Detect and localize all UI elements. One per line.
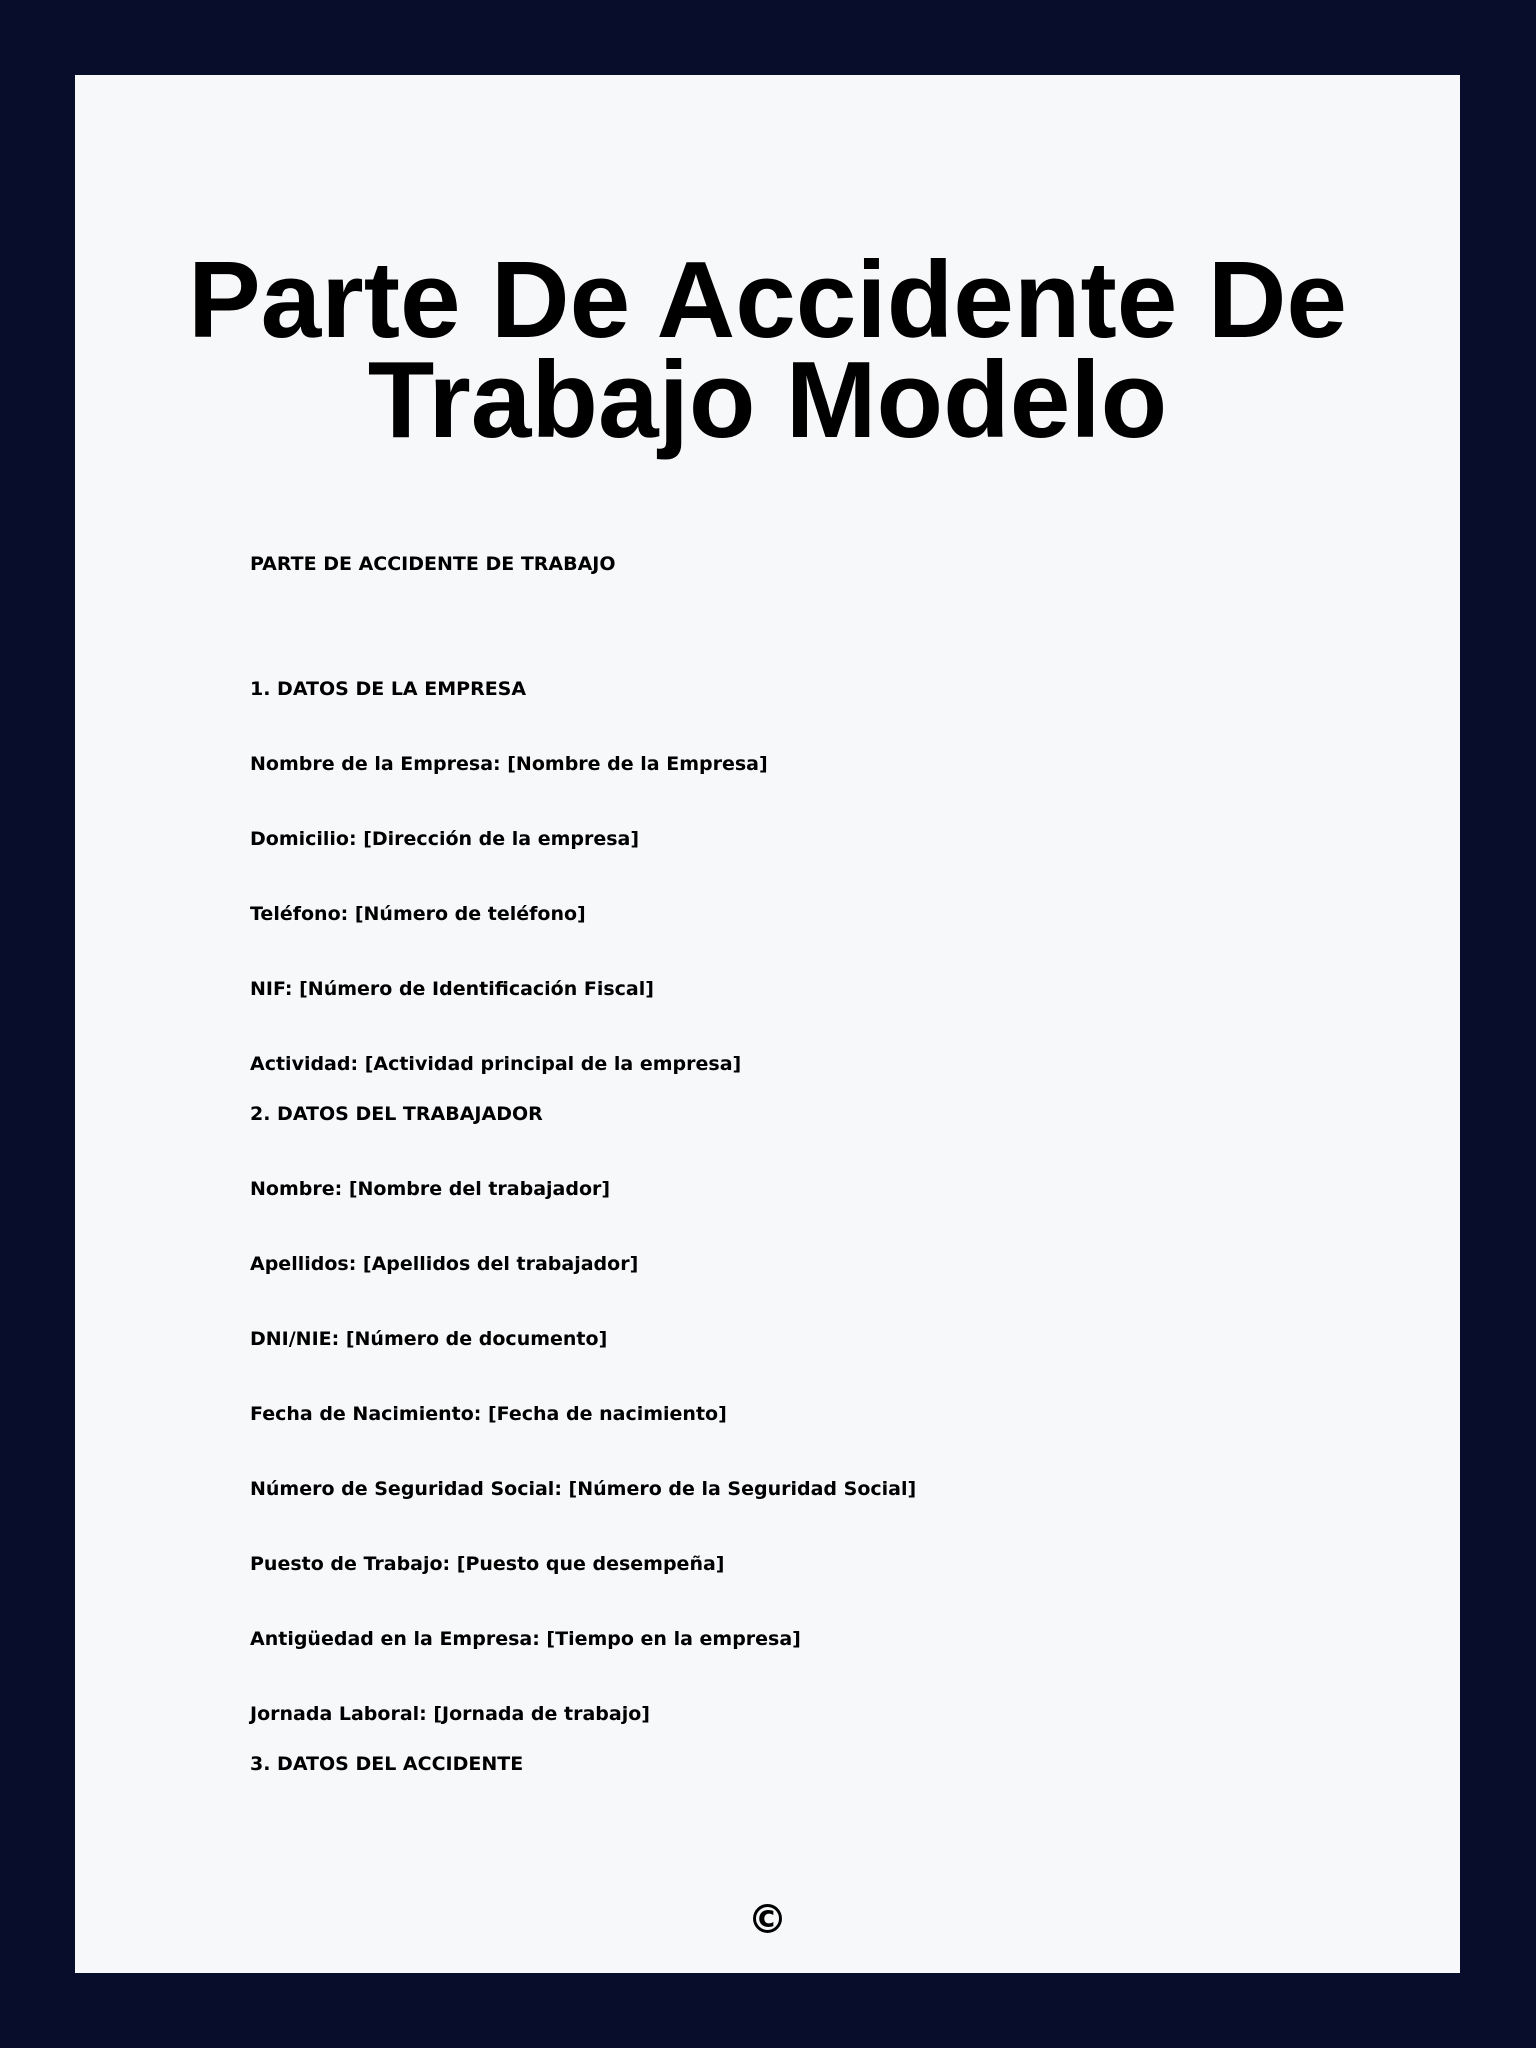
field-jornada: Jornada Laboral: [Jornada de trabajo] — [250, 1703, 650, 1725]
field-domicilio: Domicilio: [Dirección de la empresa] — [250, 828, 640, 850]
field-puesto: Puesto de Trabajo: [Puesto que desempeña] — [250, 1553, 725, 1575]
field-nombre-empresa: Nombre de la Empresa: [Nombre de la Empresa] — [250, 753, 768, 775]
field-apellidos: Apellidos: [Apellidos del trabajador] — [250, 1253, 639, 1275]
field-nombre-trabajador: Nombre: [Nombre del trabajador] — [250, 1178, 611, 1200]
field-actividad: Actividad: [Actividad principal de la empresa] — [250, 1053, 742, 1075]
field-fecha-nacimiento: Fecha de Nacimiento: [Fecha de nacimiento] — [250, 1403, 727, 1425]
field-nif: NIF: [Número de Identificación Fiscal] — [250, 978, 654, 1000]
document-page — [75, 75, 1460, 1973]
field-seguridad-social: Número de Seguridad Social: [Número de la Seguridad Social] — [250, 1478, 917, 1500]
form-heading: PARTE DE ACCIDENTE DE TRABAJO — [250, 553, 616, 575]
field-dni-nie: DNI/NIE: [Número de documento] — [250, 1328, 608, 1350]
section-heading-accidente: 3. DATOS DEL ACCIDENTE — [250, 1753, 524, 1775]
section-heading-trabajador: 2. DATOS DEL TRABAJADOR — [250, 1103, 543, 1125]
field-antiguedad: Antigüedad en la Empresa: [Tiempo en la empresa] — [250, 1628, 801, 1650]
document-title: Parte De Accidente De Trabajo Modelo — [187, 239, 1348, 461]
field-telefono: Teléfono: [Número de teléfono] — [250, 903, 586, 925]
section-heading-empresa: 1. DATOS DE LA EMPRESA — [250, 678, 527, 700]
copyright-icon: © — [747, 1897, 788, 1943]
